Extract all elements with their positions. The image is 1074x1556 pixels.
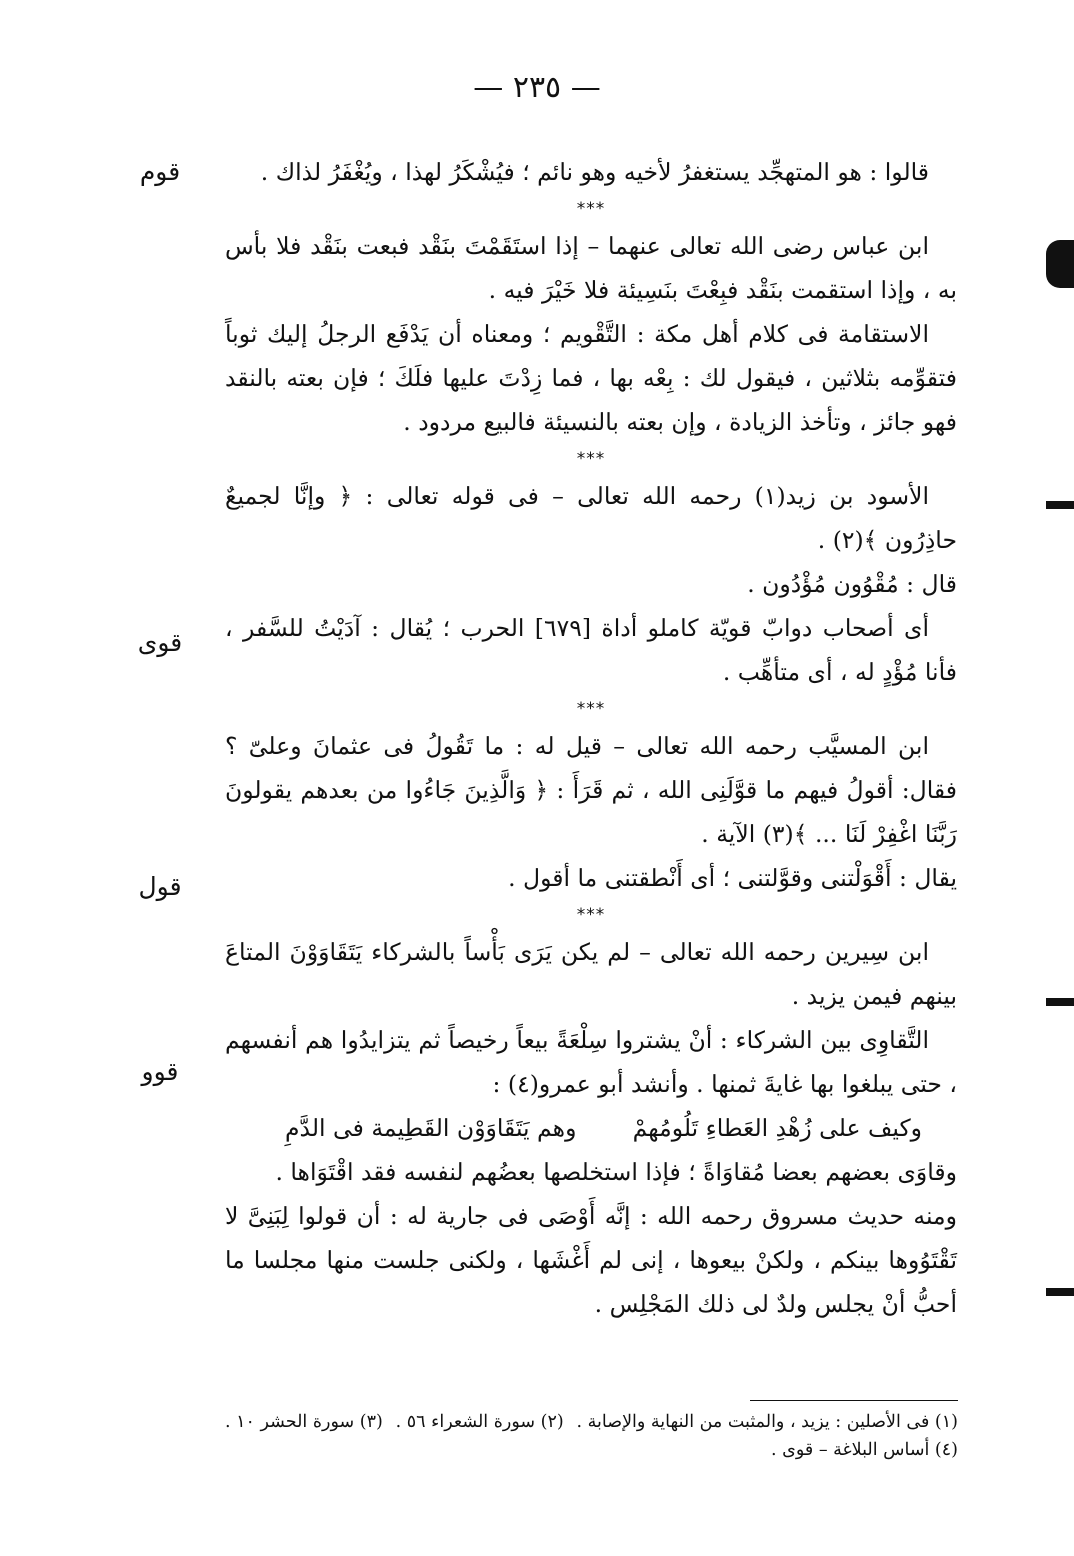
root-word-margin bbox=[110, 0, 210, 1556]
footnote-divider bbox=[750, 1400, 958, 1401]
paragraph: ابن سِيرين رحمه الله تعالى – لم يكن يَرَى بَأْساً بالشركاء يَتَقَاوَوْنَ المتاعَ بينهم فيمن يزيد . bbox=[225, 938, 957, 1010]
paragraph: قال : مُقْوُون مُؤْدُون . bbox=[747, 570, 957, 598]
footnote-row bbox=[225, 1408, 958, 1436]
paragraph: قالوا : هو المتهجِّد يستغفرُ لأخيه وهو نائم ؛ فيُشْكَرُ لهذا ، ويُغْفَرُ لذاك . bbox=[260, 158, 929, 186]
paragraph: وقاوَى بعضهم بعضا مُقاوَاةً ؛ فإذا استخلصها بعضُهم لنفسه فقد اقْتَوَاها . bbox=[275, 1158, 957, 1186]
paragraph: أى أصحاب دوابّ قويّة كاملو أداة [٦٧٩] الحرب ؛ يُقال : آدَيْتُ للسَّفر ، فأنا مُؤْدٍ له ، أى متأهِّب . bbox=[225, 614, 957, 686]
poetry-verse bbox=[225, 1106, 922, 1150]
separator: *** bbox=[576, 449, 606, 469]
footnote-3: (٣) سورة الحشر ١٠ . bbox=[225, 1412, 383, 1432]
page-number: — ٢٣٥ — bbox=[473, 70, 601, 105]
paragraph: يقال : أَقْوَلْتنى وقوَّلتنى ؛ أى أَنْطقتنى ما أقول . bbox=[508, 864, 957, 892]
scan-edge-mark bbox=[1046, 240, 1074, 288]
paragraph: الاستقامة فى كلام أهل مكة : التَّقْويم ؛ ومعناه أن يَدْفَع الرجلُ إليك ثوباً فتقوِّمه بثلاثين ، فيقول لك : بِعْه بها ، فما زِدْتَ عليها فلَكَ ؛ فإن بعته بالنقد فهو جائز ، وتأخذ الزيادة ، وإن بعته بالنسيئة فالبيع مردود . bbox=[225, 320, 957, 436]
separator: *** bbox=[576, 905, 606, 925]
paragraph: ابن المسيَّب رحمه الله تعالى – قيل له : ما تَقُولُ فى عثمانَ وعلىّ ؟ فقال: أقولُ فيهم ما قوَّلَنِى الله ، ثم قَرَأَ : ﴿ وَالَّذِينَ جَاءُوا من بعدهم يقولونَ رَبَّنَا اغْفِرْ لَنَا ... ﴾(٣) الآية . bbox=[225, 732, 957, 848]
footnotes bbox=[225, 1408, 958, 1464]
footnote-2: (٢) سورة الشعراء ٥٦ . bbox=[395, 1412, 564, 1432]
paragraph: الأسود بن زيد(١) رحمه الله تعالى – فى قوله تعالى : ﴿ وإنَّا لجميعٌ حاذِرُون ﴾(٢) . bbox=[225, 482, 957, 554]
paragraph: التَّقاوِى بين الشركاء : أنْ يشتروا سِلْعَةً بيعاً رخيصاً ثم يتزايدُوا هم أنفسهم ، حتى يبلغوا بها غايةَ ثمنها . وأنشد أبو عمرو(٤) : bbox=[225, 1026, 957, 1098]
root-word-qww: قوو bbox=[141, 1057, 179, 1086]
scan-edge-mark bbox=[1046, 501, 1074, 509]
root-word-qawm: قوم bbox=[139, 157, 181, 186]
separator: *** bbox=[576, 199, 606, 219]
root-word-qawa: قوى bbox=[137, 628, 183, 657]
verse-hemistich-first: وكيف على زُهْدِ العَطاءِ تَلُومُهمْ bbox=[632, 1114, 922, 1142]
paragraph: ومنه حديث مسروق رحمه الله : إنَّه أَوْصَى فى جارية له : أن قولوا لِبَنِىَّ لا تَقْتَوُوها بينكم ، ولكنْ بيعوها ، إنى لم أَغْشَها ، ولكنى جلست منها مجلسا ما أحبُّ أنْ يجلس ولدٌ لى ذلك المَجْلِس . bbox=[225, 1202, 957, 1318]
scan-edge-mark bbox=[1046, 998, 1074, 1006]
footnote-1: (١) فى الأصلين : يزيد ، والمثبت من النهاية والإصابة . bbox=[576, 1412, 958, 1432]
separator: *** bbox=[576, 699, 606, 719]
root-word-qawl: قول bbox=[138, 872, 182, 901]
paragraph: ابن عباس رضى الله تعالى عنهما – إذا استَقَمْتَ بنَقْد فبعت بنَقْد فلا بأس به ، وإذا استقمت بنَقْد فبِعْتَ بنَسِيئة فلا خَيْرَ فيه . bbox=[225, 232, 957, 304]
main-text bbox=[225, 150, 957, 1326]
scan-edge-mark bbox=[1046, 1288, 1074, 1296]
verse-hemistich-second: وهم يَتَقَاوَوْن القَطِيمة فى الدَّمِ bbox=[285, 1114, 577, 1142]
footnote-4: (٤) أساس البلاغة – قوى . bbox=[771, 1440, 958, 1460]
